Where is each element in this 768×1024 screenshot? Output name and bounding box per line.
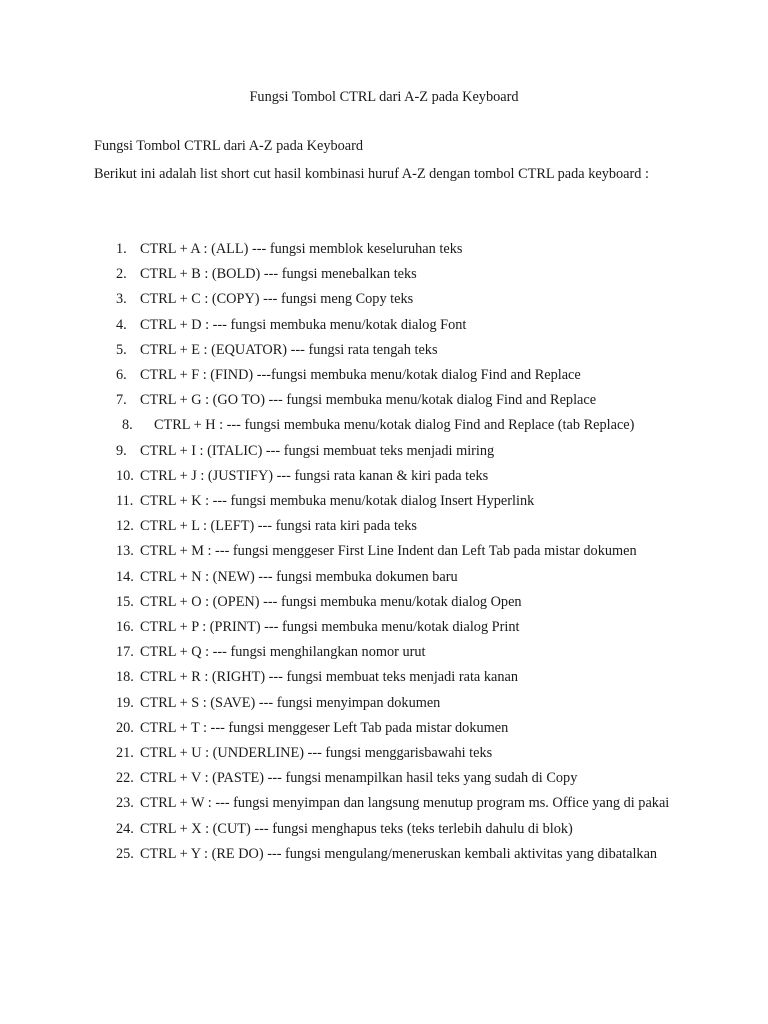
- list-item-number-cell: [94, 842, 140, 867]
- list-item-text: CTRL + J : (JUSTIFY) --- fungsi rata kanan & kiri pada teks: [140, 467, 489, 484]
- list-item-number: 17.: [116, 644, 134, 661]
- list-item-number-cell: [94, 262, 140, 287]
- list-item-text: CTRL + K : --- fungsi membuka menu/kotak dialog Insert Hyperlink: [140, 493, 535, 510]
- list-item: [94, 590, 675, 615]
- list-item-number: 12.: [116, 518, 134, 535]
- list-item-number-cell: [94, 791, 140, 816]
- list-item-number-cell: [94, 313, 140, 338]
- list-item-number: 4.: [116, 316, 127, 333]
- list-item-text: CTRL + G : (GO TO) --- fungsi membuka menu/kotak dialog Find and Replace: [140, 392, 597, 409]
- list-item-number: 15.: [116, 593, 134, 610]
- list-item: [94, 439, 675, 464]
- list-item-number: 8.: [122, 417, 133, 434]
- list-item-number: 1.: [116, 241, 127, 257]
- list-item: [94, 665, 675, 690]
- list-item: [94, 791, 675, 816]
- list-item-text: CTRL + D : --- fungsi membuka menu/kotak dialog Font: [140, 316, 467, 333]
- list-item-number-cell: [94, 766, 140, 791]
- list-item-number-cell: [94, 287, 140, 312]
- list-item: [94, 514, 675, 539]
- list-item: [94, 338, 675, 363]
- list-item-number-cell: [94, 716, 140, 741]
- list-item-number-cell: [94, 338, 140, 363]
- list-item-text: CTRL + R : (RIGHT) --- fungsi membuat teks menjadi rata kanan: [140, 669, 518, 686]
- list-item-number: 2.: [116, 266, 127, 283]
- list-item: [94, 363, 675, 388]
- list-item-text: CTRL + Q : --- fungsi menghilangkan nomor urut: [140, 644, 426, 661]
- list-item-text: CTRL + O : (OPEN) --- fungsi membuka menu/kotak dialog Open: [140, 593, 522, 610]
- list-item-number-cell: [94, 640, 140, 665]
- list-item-number-cell: [94, 565, 140, 590]
- list-item: [94, 262, 675, 287]
- list-item-number-cell: [94, 615, 140, 640]
- list-item-number-cell: [94, 464, 140, 489]
- list-item-number-cell: [94, 237, 140, 262]
- list-item: [94, 388, 675, 413]
- list-item-text: CTRL + V : (PASTE) --- fungsi menampilkan hasil teks yang sudah di Copy: [140, 770, 578, 787]
- list-item-number: 3.: [116, 291, 127, 308]
- list-item-number: 23.: [116, 795, 134, 812]
- list-item-number-cell: [94, 363, 140, 388]
- list-item-number: 22.: [116, 770, 134, 787]
- list-item-number: 11.: [116, 493, 134, 510]
- list-item-number-cell: [94, 539, 140, 564]
- list-item: [94, 539, 675, 564]
- list-item-number: 19.: [116, 694, 134, 711]
- document-subtitle: Fungsi Tombol CTRL dari A-Z pada Keyboard: [94, 138, 364, 154]
- list-item: [94, 640, 675, 665]
- list-item-number: 10.: [116, 467, 134, 484]
- list-item-number-cell: [94, 489, 140, 514]
- list-item: [94, 464, 675, 489]
- list-item-number: 16.: [116, 619, 134, 636]
- list-item-number-cell: [94, 439, 140, 464]
- list-item-number: 7.: [116, 392, 127, 409]
- list-item-number: 14.: [116, 568, 134, 585]
- list-item: [94, 842, 675, 867]
- list-item: [94, 237, 675, 262]
- list-item-text: CTRL + F : (FIND) ---fungsi membuka menu/kotak dialog Find and Replace: [140, 367, 581, 384]
- list-item-number-cell: [94, 665, 140, 690]
- list-item-text: CTRL + E : (EQUATOR) --- fungsi rata tengah teks: [140, 341, 438, 358]
- list-item-number: 24.: [116, 820, 134, 837]
- list-item-text: CTRL + W : --- fungsi menyimpan dan langsung menutup program ms. Office yang di pakai: [140, 795, 670, 812]
- list-item-number-cell: [94, 741, 140, 766]
- list-item-text: CTRL + Y : (RE DO) --- fungsi mengulang/meneruskan kembali aktivitas yang dibatalkan: [140, 845, 658, 862]
- list-item-text: CTRL + M : --- fungsi menggeser First Line Indent dan Left Tab pada mistar dokumen: [140, 543, 637, 560]
- list-item: [94, 287, 675, 312]
- list-item-number-cell: [94, 413, 146, 438]
- list-item-text: CTRL + U : (UNDERLINE) --- fungsi menggarisbawahi teks: [140, 745, 493, 762]
- list-item: [94, 565, 675, 590]
- list-item-number: 9.: [116, 442, 127, 459]
- intro-paragraph: Berikut ini adalah list short cut hasil kombinasi huruf A-Z dengan tombol CTRL pada keyboard :: [94, 166, 649, 182]
- list-item-text: CTRL + X : (CUT) --- fungsi menghapus teks (teks terlebih dahulu di blok): [140, 820, 573, 837]
- list-item: [94, 489, 675, 514]
- list-item: [94, 741, 675, 766]
- list-item: [94, 817, 675, 842]
- list-item-text: CTRL + B : (BOLD) --- fungsi menebalkan teks: [140, 266, 417, 283]
- list-item-text: CTRL + A : (ALL) --- fungsi memblok keseluruhan teks: [140, 241, 463, 257]
- list-item-text: CTRL + S : (SAVE) --- fungsi menyimpan dokumen: [140, 694, 441, 711]
- list-item-text: CTRL + H : --- fungsi membuka menu/kotak dialog Find and Replace (tab Replace): [154, 417, 635, 434]
- shortcut-list: [94, 237, 675, 867]
- list-item-number-cell: [94, 817, 140, 842]
- list-item-text: CTRL + T : --- fungsi menggeser Left Tab pada mistar dokumen: [140, 719, 509, 736]
- list-item: [94, 615, 675, 640]
- list-item-number: 25.: [116, 845, 134, 862]
- list-item-number-cell: [94, 388, 140, 413]
- list-item-number-cell: [94, 514, 140, 539]
- list-item-text: CTRL + I : (ITALIC) --- fungsi membuat teks menjadi miring: [140, 442, 495, 459]
- list-item: [94, 313, 675, 338]
- list-item-text: CTRL + C : (COPY) --- fungsi meng Copy teks: [140, 291, 414, 308]
- list-item: [94, 691, 675, 716]
- list-item-number: 6.: [116, 367, 127, 384]
- list-item: [94, 766, 675, 791]
- list-item-number-cell: [94, 691, 140, 716]
- list-item-number: 20.: [116, 719, 134, 736]
- list-item-text: CTRL + L : (LEFT) --- fungsi rata kiri pada teks: [140, 518, 417, 535]
- list-item-number-cell: [94, 590, 140, 615]
- list-item-text: CTRL + N : (NEW) --- fungsi membuka dokumen baru: [140, 568, 458, 585]
- list-item-number: 5.: [116, 341, 127, 358]
- list-item-number: 21.: [116, 745, 134, 762]
- list-item: [94, 716, 675, 741]
- document-title: Fungsi Tombol CTRL dari A-Z pada Keyboard: [249, 89, 519, 105]
- list-item-number: 13.: [116, 543, 134, 560]
- list-item-text: CTRL + P : (PRINT) --- fungsi membuka menu/kotak dialog Print: [140, 619, 520, 636]
- list-item-number: 18.: [116, 669, 134, 686]
- list-item: [94, 413, 675, 438]
